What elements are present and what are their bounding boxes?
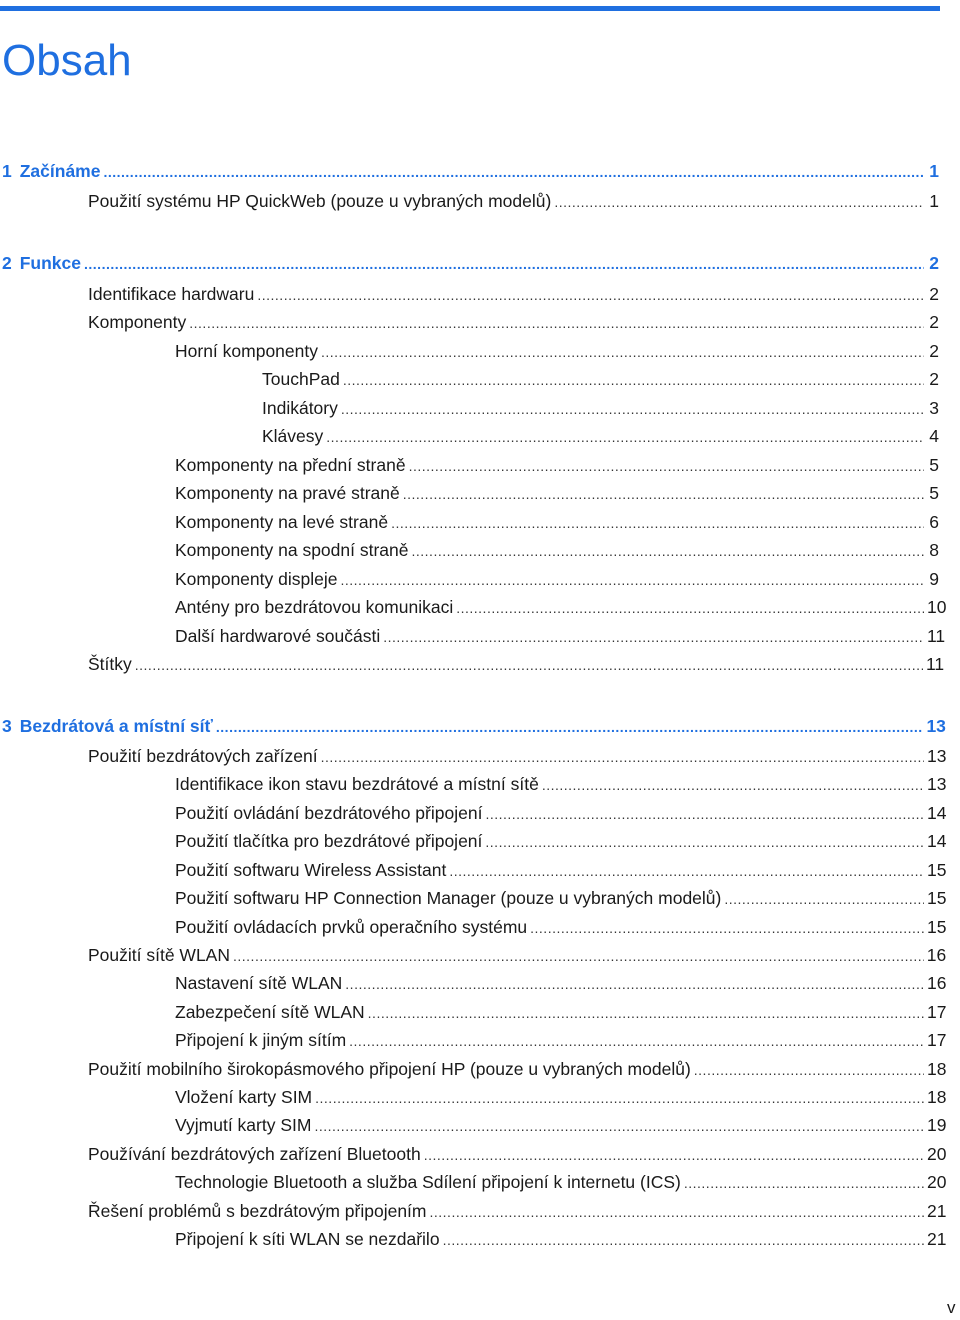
toc-page-number: 1 [929, 161, 939, 181]
toc-page-number: 9 [929, 569, 939, 589]
toc-page-number: 16 [926, 945, 947, 965]
toc-chapter-entry[interactable] [2, 714, 946, 738]
dot-leader [315, 1086, 924, 1110]
toc-entry-title: TouchPad [262, 369, 340, 389]
toc-page-number: 21 [927, 1201, 947, 1221]
toc-page-number: 14 [927, 803, 947, 823]
toc-entry[interactable] [175, 1028, 947, 1052]
toc-entry-title: Použití tlačítka pro bezdrátové připojení [175, 831, 483, 851]
toc-entry[interactable] [88, 282, 939, 306]
toc-entry[interactable] [175, 595, 947, 619]
dot-leader [391, 511, 924, 535]
toc-entry-title: Technologie Bluetooth a služba Sdílení připojení k internetu (ICS) [175, 1172, 681, 1192]
toc-entry-title: Identifikace hardwaru [88, 284, 255, 304]
toc-entry-title: Použití systému HP QuickWeb (pouze u vybraných modelů) [88, 191, 552, 211]
toc-entry[interactable] [88, 189, 939, 213]
toc-entry[interactable] [175, 624, 946, 648]
toc-page-number: 13 [927, 746, 947, 766]
dot-leader [84, 252, 924, 276]
dot-leader [449, 859, 924, 883]
toc-entry[interactable] [175, 1170, 947, 1194]
dot-leader [554, 190, 924, 214]
toc-entry-title: Identifikace ikon stavu bezdrátové a místní sítě [175, 774, 539, 794]
toc-entry-title: Použití softwaru HP Connection Manager (pouze u vybraných modelů) [175, 888, 722, 908]
dot-leader [412, 539, 925, 563]
toc-entry-title: Indikátory [262, 398, 338, 418]
toc-entry[interactable] [175, 801, 947, 825]
toc-entry[interactable] [175, 538, 939, 562]
dot-leader [485, 830, 924, 854]
dot-leader [424, 1143, 924, 1167]
toc-page-number: 13 [926, 716, 946, 736]
toc-entry[interactable] [175, 858, 947, 882]
toc-entry[interactable] [175, 1000, 947, 1024]
dot-leader [368, 1001, 924, 1025]
toc-entry[interactable] [262, 367, 939, 391]
toc-entry-title: Horní komponenty [175, 341, 318, 361]
toc-entry[interactable] [88, 310, 939, 334]
toc-entry-title: Bezdrátová a místní síť [19, 716, 213, 736]
toc-entry[interactable] [175, 772, 947, 796]
page-title: Obsah [2, 36, 132, 85]
dot-leader [103, 160, 924, 184]
toc-entry-title: Řešení problémů s bezdrátovým připojením [88, 1201, 427, 1221]
dot-leader [684, 1171, 924, 1195]
toc-page-number: 15 [927, 860, 947, 880]
dot-leader [321, 340, 924, 364]
toc-entry-title: Použití ovládacích prvků operačního systému [175, 917, 528, 937]
toc-page-number: 11 [925, 654, 945, 674]
toc-entry[interactable] [175, 481, 939, 505]
toc-page-number: 11 [927, 626, 946, 646]
footer-page-number: v [947, 1298, 956, 1317]
dot-leader [724, 887, 924, 911]
toc-entry[interactable] [175, 510, 939, 534]
dot-leader [542, 773, 924, 797]
dot-leader [349, 1029, 924, 1053]
toc-page-number: 19 [927, 1115, 947, 1135]
toc-entry-title: Funkce [19, 253, 82, 273]
toc-page-number: 14 [927, 831, 947, 851]
toc-entry[interactable] [175, 567, 939, 591]
dot-leader [443, 1228, 924, 1252]
toc-page-number: 2 [929, 253, 939, 273]
toc-entry-title: Komponenty na pravé straně [175, 483, 400, 503]
toc-entry-title: Komponenty na spodní straně [175, 540, 409, 560]
toc-entry[interactable] [175, 453, 939, 477]
toc-entry-title: Antény pro bezdrátovou komunikaci [175, 597, 454, 617]
toc-entry[interactable] [175, 1085, 947, 1109]
toc-entry-title: Použití ovládání bezdrátového připojení [175, 803, 483, 823]
toc-entry-title: Komponenty na levé straně [175, 512, 389, 532]
dot-leader [257, 283, 924, 307]
toc-entry-title: Použití mobilního širokopásmového připojení HP (pouze u vybraných modelů) [88, 1059, 691, 1079]
toc-page-number: 2 [929, 312, 939, 332]
toc-entry-title: Použití softwaru Wireless Assistant [175, 860, 447, 880]
toc-entry-title: Nastavení sítě WLAN [175, 973, 343, 993]
toc-entry-title: Komponenty displeje [175, 569, 338, 589]
toc-entry[interactable] [88, 1057, 947, 1081]
toc-page-number: 15 [927, 917, 947, 937]
toc-entry-title: Použití bezdrátových zařízení [88, 746, 318, 766]
toc-chapter-entry[interactable] [2, 251, 939, 275]
toc-page-number: 2 [929, 284, 939, 304]
toc-entry[interactable] [88, 744, 947, 768]
toc-page-number: 2 [929, 369, 939, 389]
chapter-number: 1 [2, 161, 12, 181]
toc-entry-title: Připojení k síti WLAN se nezdařilo [175, 1229, 440, 1249]
toc-page-number: 6 [929, 512, 939, 532]
toc-entry[interactable] [175, 829, 947, 853]
top-rule [0, 6, 940, 11]
dot-leader [233, 944, 924, 968]
toc-entry[interactable] [262, 424, 939, 448]
toc-entry[interactable] [88, 652, 945, 676]
toc-entry-title: Komponenty na přední straně [175, 455, 406, 475]
toc-entry[interactable] [175, 339, 939, 363]
toc-page-number: 5 [929, 483, 939, 503]
dot-leader [343, 368, 924, 392]
dot-leader [383, 625, 924, 649]
dot-leader [135, 653, 923, 677]
toc-page-number: 10 [927, 597, 947, 617]
dot-leader [340, 568, 924, 592]
toc-entry-title: Začínáme [19, 161, 101, 181]
toc-page-number: 2 [929, 341, 939, 361]
toc-entry[interactable] [175, 971, 947, 995]
toc-entry-title: Používání bezdrátových zařízení Bluetooth [88, 1144, 421, 1164]
toc-page-number: 8 [929, 540, 939, 560]
dot-leader [216, 715, 924, 739]
toc-entry-title: Vložení karty SIM [175, 1087, 313, 1107]
dot-leader [430, 1200, 925, 1224]
toc-page-number: 3 [929, 398, 939, 418]
toc-page-number: 18 [927, 1087, 947, 1107]
toc-page-number: 1 [929, 191, 939, 211]
toc-entry-title: Připojení k jiným sítím [175, 1030, 347, 1050]
toc-entry[interactable] [175, 1227, 947, 1251]
toc-page-number: 15 [927, 888, 947, 908]
dot-leader [694, 1058, 924, 1082]
toc-page-number: 17 [927, 1030, 947, 1050]
toc-page-number: 13 [927, 774, 947, 794]
dot-leader [326, 425, 924, 449]
toc-entry[interactable] [175, 915, 947, 939]
toc-entry[interactable] [262, 396, 939, 420]
toc-entry[interactable] [175, 886, 947, 910]
dot-leader [341, 397, 924, 421]
toc-entry-title: Vyjmutí karty SIM [175, 1115, 312, 1135]
toc-page-number: 17 [927, 1002, 947, 1022]
dot-leader [409, 454, 924, 478]
toc-entry[interactable] [88, 943, 947, 967]
dot-leader [485, 802, 924, 826]
chapter-number: 2 [2, 253, 12, 273]
toc-entry-title: Komponenty [88, 312, 187, 332]
dot-leader [403, 482, 924, 506]
toc-page-number: 16 [927, 973, 947, 993]
toc-entry-title: Použití sítě WLAN [88, 945, 230, 965]
dot-leader [345, 972, 924, 996]
toc-page-number: 4 [929, 426, 939, 446]
toc-entry[interactable] [88, 1142, 947, 1166]
toc-chapter-entry[interactable] [2, 159, 939, 183]
toc-entry-title: Zabezpečení sítě WLAN [175, 1002, 365, 1022]
dot-leader [321, 745, 924, 769]
toc-entry-title: Štítky [88, 654, 132, 674]
toc-page-number: 21 [927, 1229, 947, 1249]
toc-page-number: 18 [927, 1059, 947, 1079]
dot-leader [530, 916, 924, 940]
dot-leader [314, 1114, 924, 1138]
toc-entry[interactable] [175, 1113, 947, 1137]
toc-entry[interactable] [88, 1199, 947, 1223]
dot-leader [189, 311, 924, 335]
toc-page-number: 5 [929, 455, 939, 475]
toc-entry-title: Další hardwarové součásti [175, 626, 381, 646]
toc-page-number: 20 [927, 1172, 947, 1192]
toc-page-number: 20 [927, 1144, 947, 1164]
chapter-number: 3 [2, 716, 12, 736]
dot-leader [456, 596, 924, 620]
toc-entry-title: Klávesy [262, 426, 324, 446]
